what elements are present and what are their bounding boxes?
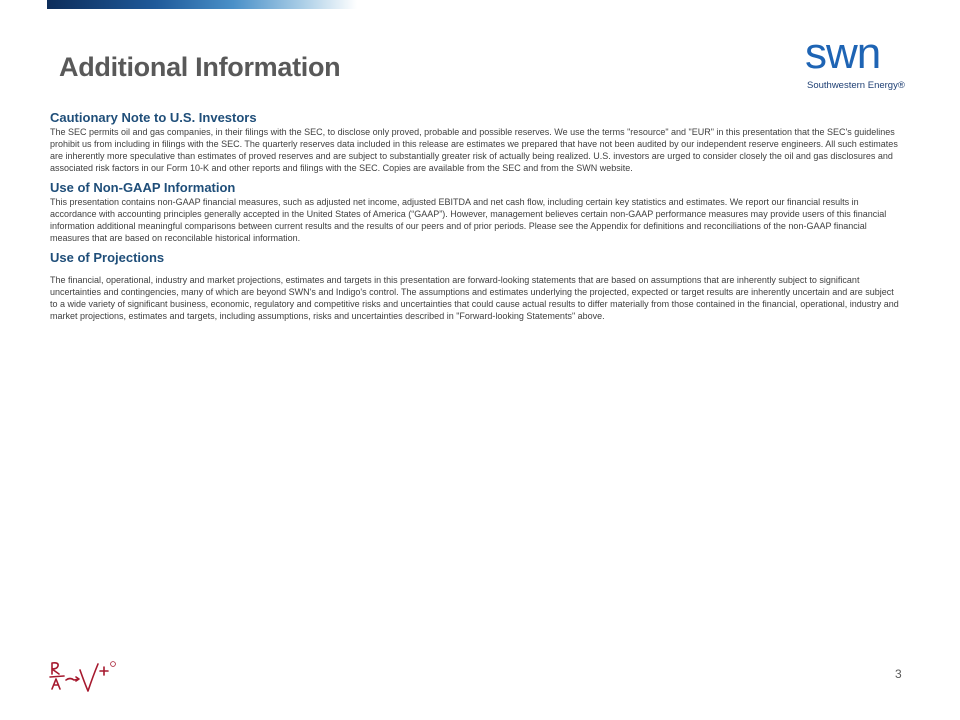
section-heading-cautionary-note: Cautionary Note to U.S. Investors xyxy=(50,110,257,125)
swn-logo xyxy=(805,29,915,92)
slide-title: Additional Information xyxy=(59,52,341,82)
section-body-cautionary-note: The SEC permits oil and gas companies, in their filings with the SEC, to disclose only proved, probable and possible reserves. We use the terms "resource" and "EUR" in this presentation that the SEC's guidelines prohibit us from including in filings with the SEC. The quarterly reserves data included in this release are estimates we prepared that have not been audited by our independent reserve engineers. All such estimates are inherently more speculative than estimates of proved reserves and are subject to substantially greater risk of actually being realized. U.S. investors are urged to consider closely the oil and gas disclosures and associated risk factors in our Form 10-K and other reports and filings with the SEC. Copies are available from the SEC and from the SWN website. xyxy=(50,127,898,173)
top-accent-bar xyxy=(47,0,357,9)
section-heading-projections: Use of Projections xyxy=(50,250,165,265)
logo-wordmark: swn xyxy=(805,29,881,78)
section-body-non-gaap: This presentation contains non-GAAP financial measures, such as adjusted net income, adjusted EBITDA and net cash flow, including certain key statistics and estimates. We report our financial results in accordance with accounting principles generally accepted in the United States of America (“GAAP”). However, management believes certain non-GAAP performance measures may provide users of this financial information additional meaningful comparisons between current results and the results of our peers and of prior periods. Please see the Appendix for definitions and reconciliations of the non-GAAP financial measures that are based on reconcilable historical information. xyxy=(50,197,887,243)
rav-logo-icon xyxy=(48,658,128,696)
section-body-projections: The financial, operational, industry and market projections, estimates and targets in this presentation are forward-looking statements that are based on assumptions that are inherently subject to significant uncertainties and contingencies, many of which are beyond SWN's and Indigo's control. The assumptions and estimates underlying the projected, expected or target results are inherently uncertain and are subject to a wide variety of significant business, economic, regulatory and competitive risks and uncertainties that could cause actual results to differ materially from those contained in the financial, operational, industry and market projections, estimates and targets, including assumptions, risks and uncertainties described in "Forward-looking Statements" above. xyxy=(50,275,899,321)
logo-subtitle: Southwestern Energy® xyxy=(807,80,905,91)
content-area xyxy=(50,110,900,326)
section-heading-non-gaap: Use of Non-GAAP Information xyxy=(50,180,236,195)
page-number: 3 xyxy=(895,667,902,681)
